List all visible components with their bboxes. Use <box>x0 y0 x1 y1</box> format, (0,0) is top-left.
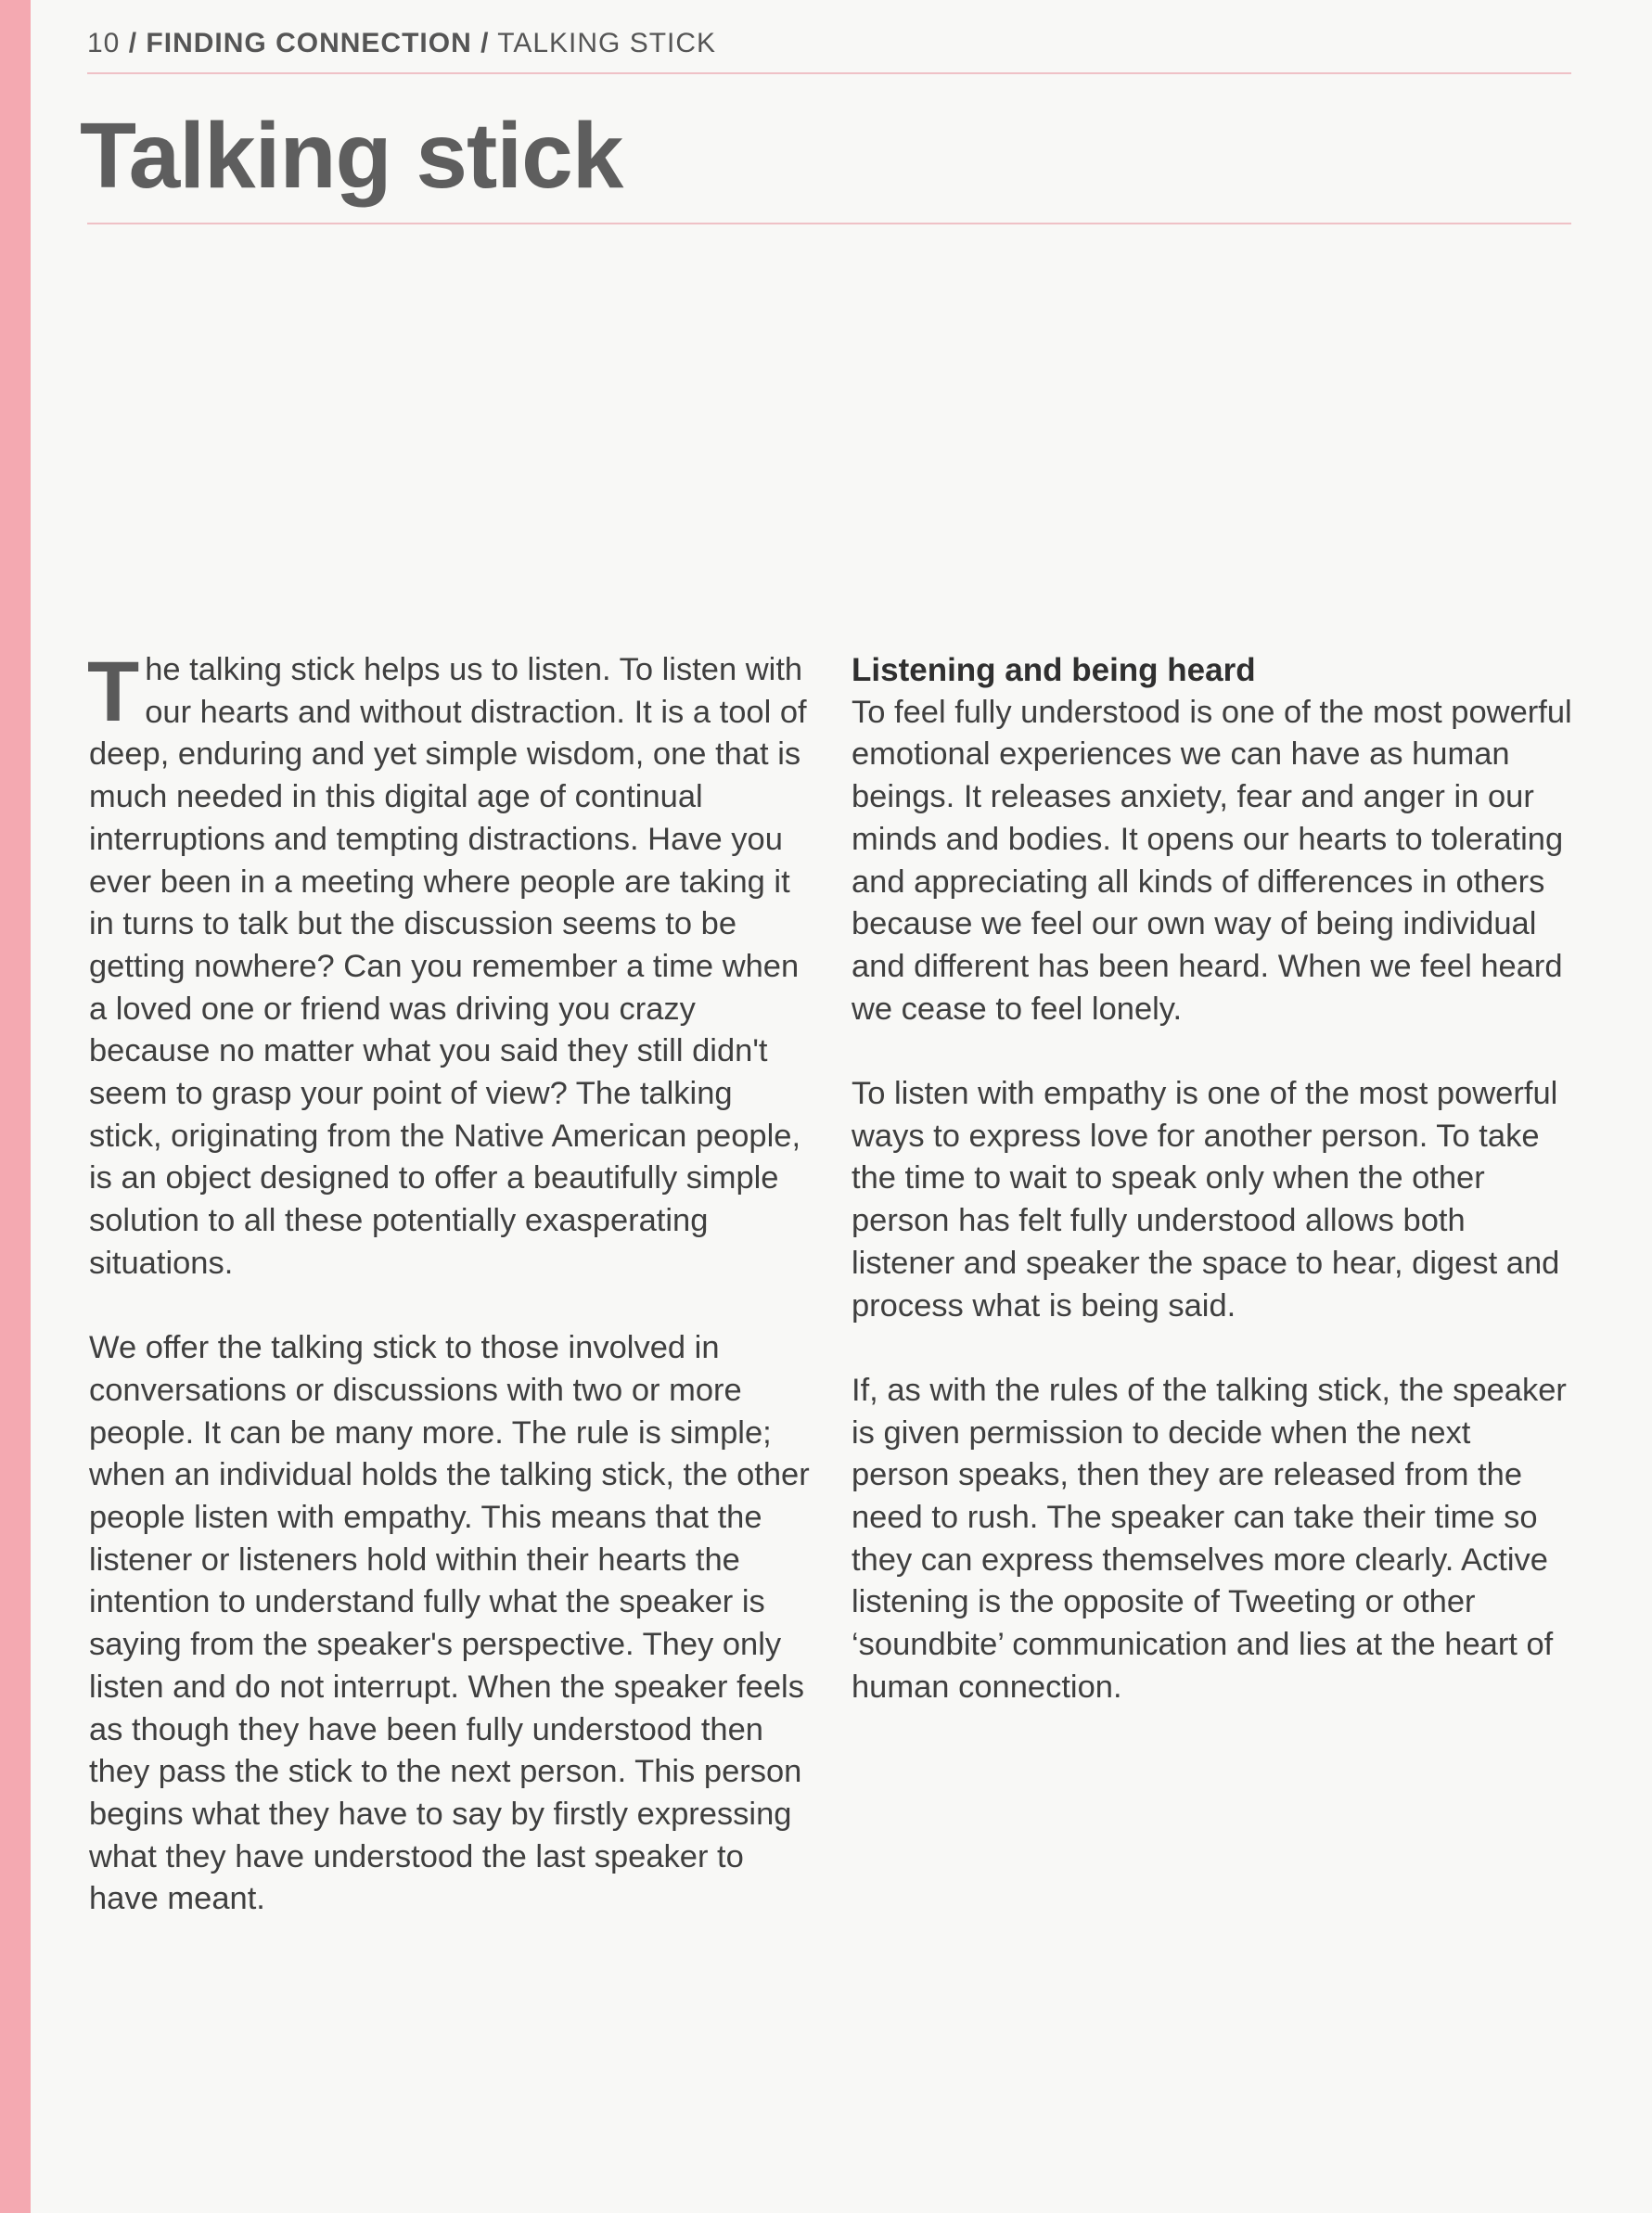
running-head-section: FINDING CONNECTION <box>146 28 472 58</box>
body-paragraph-text: he talking stick helps us to listen. To listen with our hearts and without distraction. It is a tool of deep, enduring and yet simple wisdom, one that is much needed in this digital age of continual interruptions and tempting distractions. Have you ever been in a meeting where people are taking it in turns to talk but the discussion seems to be getting nowhere? Can you remember a time when a loved one or friend was driving you crazy because no matter what you said they still didn't seem to grasp your point of view? The talking stick, originating from the Native American people, is an object designed to offer a beautifully simple solution to all these potentially exasperating situations. <box>89 652 807 1281</box>
body-paragraph: To listen with empathy is one of the most powerful ways to express love for another person. To take the time to wait to speak only when the other person has felt fully understood allows both listener and speaker the space to hear, digest and process what is being said. <box>852 1076 1560 1324</box>
running-head <box>87 28 716 59</box>
header-rule-top <box>87 72 1571 74</box>
body-paragraph: To feel fully understood is one of the most powerful emotional experiences we can have as human beings. It releases anxiety, fear and anger in our minds and bodies. It opens our hearts to tolerating and appreciating all kinds of differences in others because we feel our own way of being individual and different has been heard. When we feel heard we cease to feel lonely. <box>852 694 1572 1027</box>
header-rule-bottom <box>87 223 1571 224</box>
running-head-separator: / <box>480 28 490 58</box>
body-paragraph: We offer the talking stick to those involved in conversations or discussions with two or more people. It can be many more. The rule is simple; when an individual holds the talking stick, the other people listen with empathy. This means that the listener or listeners hold within their hearts the intention to understand fully what the speaker is saying from the speaker's perspective. They only listen and do not interrupt. When the speaker feels as though they have been fully understood then they pass the stick to the next person. This person begins what they have to say by firstly expressing what they have understood the last speaker to have meant. <box>89 1330 810 1917</box>
left-column <box>87 645 813 1964</box>
page-number: 10 <box>87 28 121 58</box>
page-title: Talking stick <box>80 104 623 208</box>
running-head-topic: TALKING STICK <box>497 28 717 58</box>
body-paragraph: If, as with the rules of the talking stick, the speaker is given permission to decide when the next person speaks, then they are released from the need to rush. The speaker can take their time so they can express themselves more clearly. Active listening is the opposite of Tweeting or other ‘soundbite’ communication and lies at the heart of human connection. <box>852 1372 1567 1705</box>
drop-cap: T <box>87 645 140 739</box>
body-paragraph <box>87 645 813 1286</box>
right-column <box>852 649 1575 1751</box>
page-edge-accent-strip <box>0 0 31 2213</box>
section-subheading: Listening and being heard <box>852 652 1256 688</box>
running-head-separator: / <box>128 28 138 58</box>
